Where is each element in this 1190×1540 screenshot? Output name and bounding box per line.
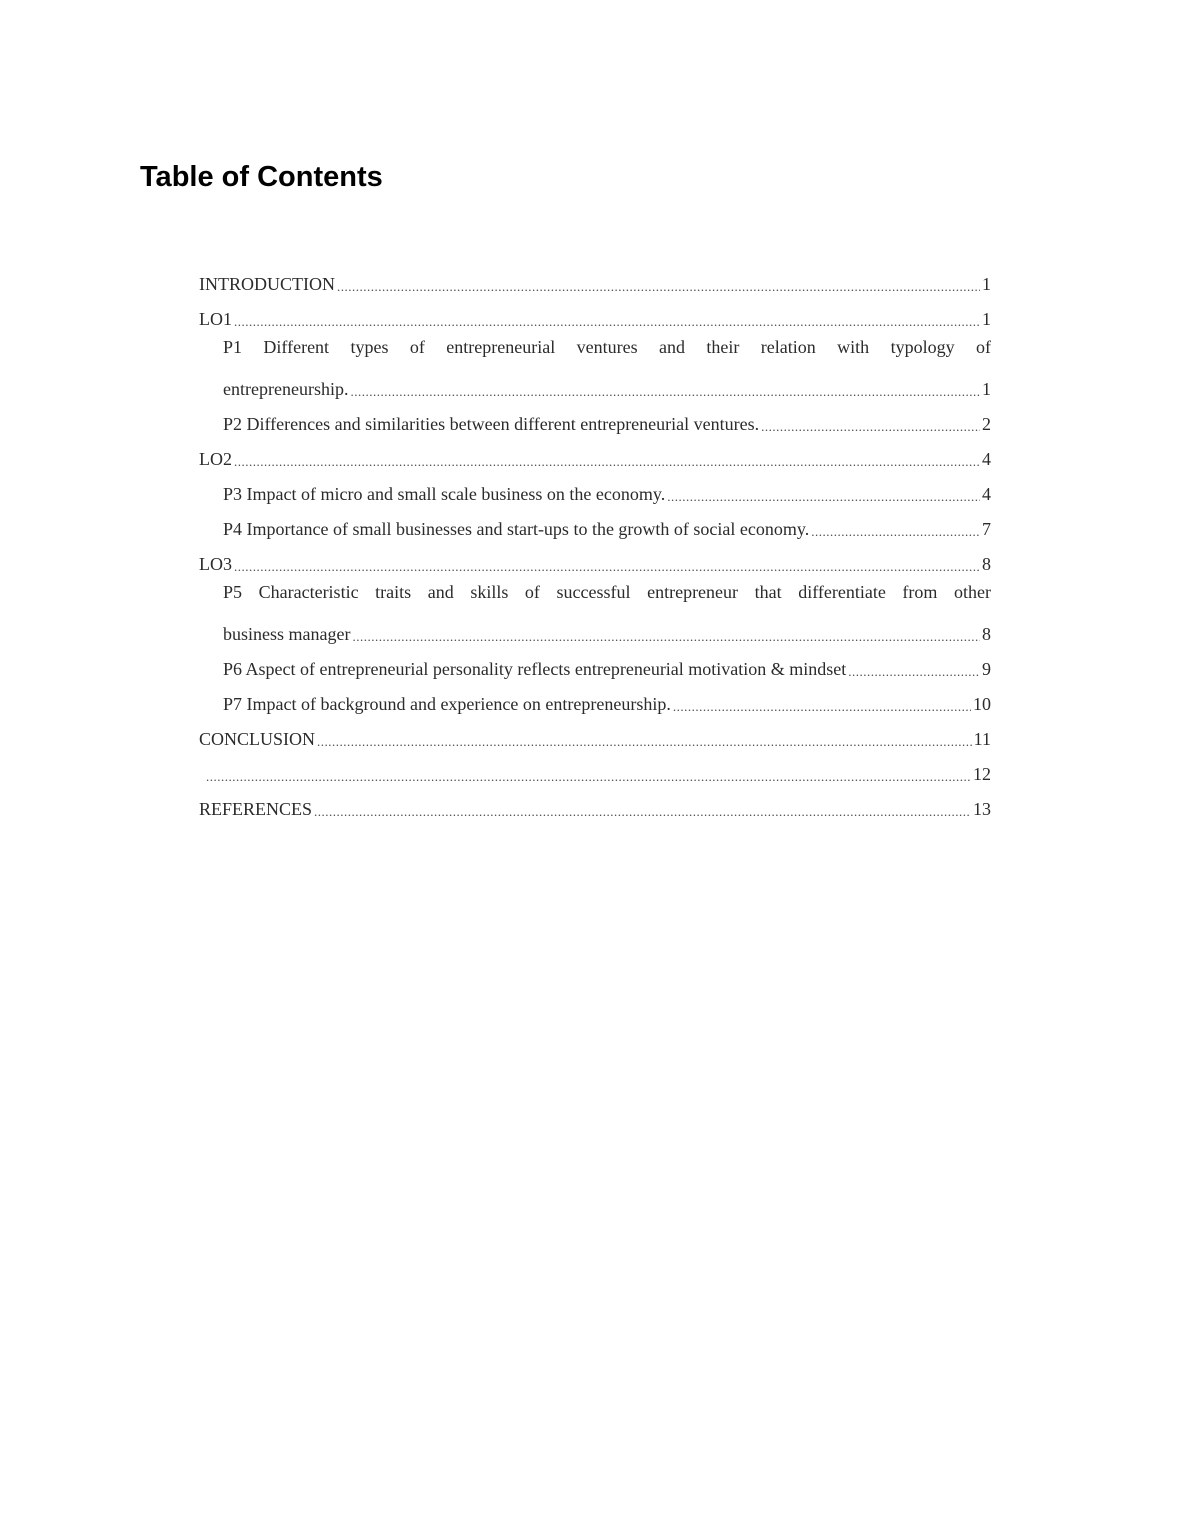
dot-leader xyxy=(673,699,971,715)
toc-entry-conclusion[interactable] xyxy=(199,722,991,757)
toc-entry-title: P6 Aspect of entrepreneurial personality reflects entrepreneurial motivation & mindset xyxy=(223,659,847,679)
dot-leader xyxy=(314,804,971,820)
dot-leader xyxy=(234,559,980,575)
toc-entry-p2[interactable] xyxy=(199,407,991,442)
dot-leader xyxy=(234,454,980,470)
toc-entry-title: REFERENCES xyxy=(199,799,313,819)
toc-entry-p1-line2[interactable] xyxy=(199,372,991,407)
dot-leader xyxy=(848,664,980,680)
toc-page-number: 12 xyxy=(973,764,991,784)
toc-page-number: 1 xyxy=(982,309,991,329)
toc-page-number: 7 xyxy=(982,519,991,539)
toc-entry-introduction[interactable] xyxy=(199,267,991,302)
toc-page-number: 4 xyxy=(982,449,991,469)
toc-entry-title: INTRODUCTION xyxy=(199,274,335,294)
toc-entry-title: entrepreneurship. xyxy=(223,379,349,399)
dot-leader xyxy=(667,489,980,505)
toc-entry-title: P5 Characteristic traits and skills of successful entrepreneur that differentiate from other xyxy=(223,582,991,602)
dot-leader xyxy=(761,419,980,435)
toc-entry-p3[interactable] xyxy=(199,477,991,512)
toc-page-number: 1 xyxy=(982,379,991,399)
toc-entry-title: LO3 xyxy=(199,554,232,574)
toc-entry-lo3[interactable] xyxy=(199,547,991,582)
toc-page-number: 11 xyxy=(973,729,991,749)
toc-page-number: 1 xyxy=(982,274,991,294)
toc-page-number: 8 xyxy=(982,624,991,644)
toc-entry-title: P1 Different types of entrepreneurial ventures and their relation with typology of xyxy=(223,337,991,357)
toc-entry-title: P2 Differences and similarities between different entrepreneurial ventures. xyxy=(223,414,760,434)
toc-page-number: 2 xyxy=(982,414,991,434)
toc-page-number: 4 xyxy=(982,484,991,504)
toc-entry-title: LO2 xyxy=(199,449,232,469)
toc-page-number: 9 xyxy=(982,659,991,679)
toc-entry-p5-line1[interactable] xyxy=(199,582,991,617)
toc-entry-title: P4 Importance of small businesses and start-ups to the growth of social economy. xyxy=(223,519,810,539)
toc-entry-untitled[interactable] xyxy=(199,757,991,792)
toc-entry-p7[interactable] xyxy=(199,687,991,722)
toc-page-number: 10 xyxy=(973,694,991,714)
toc-entry-lo1[interactable] xyxy=(199,302,991,337)
toc-entry-lo2[interactable] xyxy=(199,442,991,477)
toc-entry-p1-line1[interactable] xyxy=(199,337,991,372)
toc-entry-title: business manager xyxy=(223,624,351,644)
toc-entry-title: P3 Impact of micro and small scale business on the economy. xyxy=(223,484,666,504)
dot-leader xyxy=(352,629,980,645)
toc-list xyxy=(199,267,991,827)
dot-leader xyxy=(234,314,980,330)
toc-entry-p6[interactable] xyxy=(199,652,991,687)
dot-leader xyxy=(206,769,971,785)
toc-page-number: 8 xyxy=(982,554,991,574)
toc-entry-p4[interactable] xyxy=(199,512,991,547)
dot-leader xyxy=(337,279,980,295)
toc-heading: Table of Contents xyxy=(140,161,383,193)
toc-page-number: 13 xyxy=(973,799,991,819)
dot-leader xyxy=(811,524,980,540)
toc-entry-references[interactable] xyxy=(199,792,991,827)
dot-leader xyxy=(317,734,972,750)
dot-leader xyxy=(350,384,980,400)
toc-entry-title: CONCLUSION xyxy=(199,729,316,749)
toc-entry-title: P7 Impact of background and experience on entrepreneurship. xyxy=(223,694,671,714)
toc-entry-title: LO1 xyxy=(199,309,232,329)
toc-entry-p5-line2[interactable] xyxy=(199,617,991,652)
